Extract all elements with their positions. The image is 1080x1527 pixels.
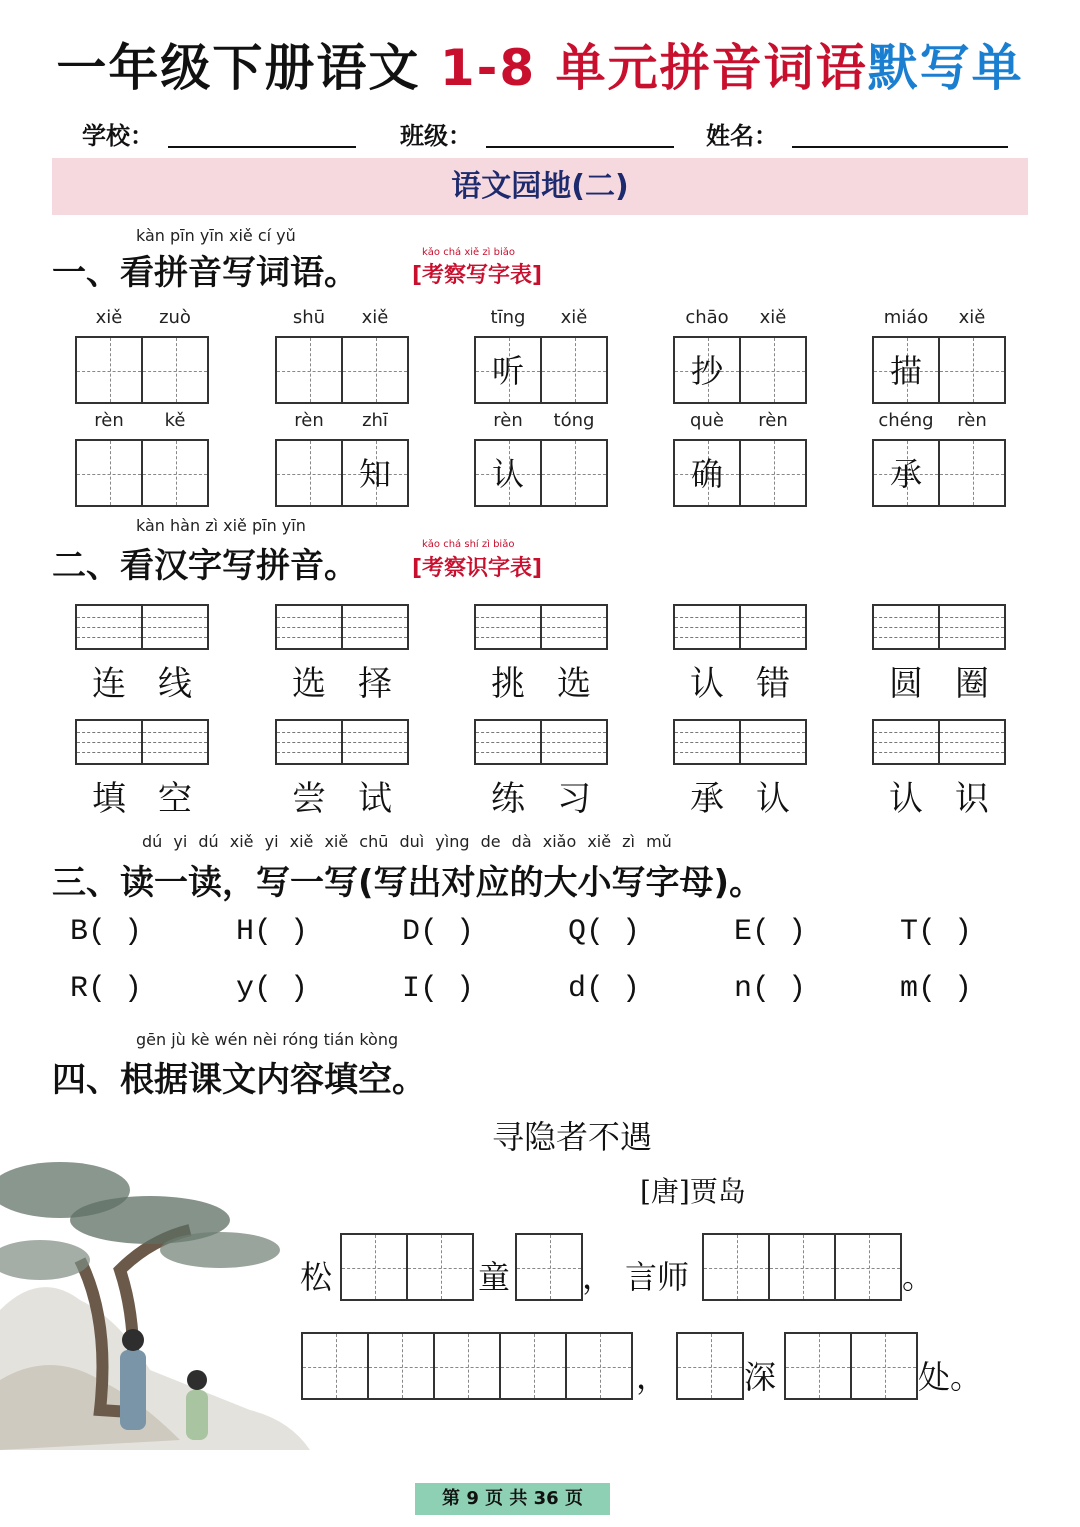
pinyin-guide-line [874, 637, 938, 638]
poem-blank-box[interactable] [702, 1233, 770, 1301]
grid-guide-horizontal [408, 1268, 472, 1269]
pinyin-label: xiě [361, 307, 389, 328]
pinyin-label: chéng [878, 410, 934, 431]
grid-guide-vertical [711, 1334, 712, 1398]
section4-title: 四、根据课文内容填空。 [52, 1060, 426, 1100]
hanzi-character: 圈 [955, 664, 989, 704]
given-character: 听 [491, 352, 524, 390]
name-label: 姓名： [706, 122, 778, 150]
pinyin-guide-line [143, 637, 207, 638]
grid-guide-vertical [575, 338, 576, 402]
pinyin-guide-line [77, 627, 141, 628]
grid-guide-vertical [774, 338, 775, 402]
pinyin-label: zuò [159, 307, 191, 328]
grid-guide-vertical [803, 1235, 804, 1299]
pinyin-writing-box[interactable] [739, 719, 807, 765]
grid-guide-vertical [973, 441, 974, 505]
grid-guide-vertical [575, 441, 576, 505]
poem-blank-box[interactable] [565, 1332, 633, 1400]
hanzi-character: 尝 [292, 779, 326, 819]
pinyin-guide-line [343, 627, 407, 628]
pinyin-guide-line [675, 732, 739, 733]
pinyin-writing-box[interactable] [739, 604, 807, 650]
grid-guide-horizontal [542, 474, 606, 475]
writing-box[interactable] [75, 336, 143, 404]
grid-guide-vertical [110, 338, 111, 402]
pinyin-label: xiě [560, 307, 588, 328]
poem-blank-box[interactable] [367, 1332, 435, 1400]
letter-blank[interactable]: d( ) [568, 972, 641, 1006]
poem-blank-box[interactable] [433, 1332, 501, 1400]
pinyin-label: chāo [685, 307, 729, 328]
grid-guide-horizontal [836, 1268, 900, 1269]
grid-guide-horizontal [741, 474, 805, 475]
hanzi-character: 错 [756, 664, 790, 704]
poem-title: 寻隐者不遇 [492, 1118, 653, 1156]
pinyin-guide-line [874, 732, 938, 733]
hanzi-character: 习 [557, 779, 591, 819]
hanzi-character: 选 [292, 664, 326, 704]
pinyin-guide-line [143, 627, 207, 628]
grid-guide-horizontal [567, 1367, 631, 1368]
pinyin-guide-line [542, 752, 606, 753]
writing-box[interactable] [938, 439, 1006, 507]
section1-tag-pinyin: kǎo chá xiě zì biǎo [422, 247, 515, 258]
poem-blank-box[interactable] [499, 1332, 567, 1400]
pinyin-guide-line [343, 732, 407, 733]
pinyin-writing-box[interactable] [938, 719, 1006, 765]
pinyin-writing-box[interactable] [341, 719, 409, 765]
pinyin-guide-line [874, 752, 938, 753]
poem-blank-box[interactable] [515, 1233, 583, 1301]
pinyin-guide-line [476, 627, 540, 628]
pinyin-label: tóng [553, 410, 595, 431]
writing-box[interactable] [938, 336, 1006, 404]
poem-text: 童 [478, 1258, 511, 1296]
pinyin-guide-line [675, 637, 739, 638]
pinyin-guide-line [77, 732, 141, 733]
writing-box[interactable] [341, 439, 409, 507]
hanzi-character: 填 [92, 779, 126, 819]
class-field[interactable] [486, 146, 674, 148]
grid-guide-horizontal [501, 1367, 565, 1368]
poem-blank-box[interactable] [340, 1233, 408, 1301]
page-number: 第 9 页 共 36 页 [415, 1483, 610, 1515]
pinyin-guide-line [343, 637, 407, 638]
grid-guide-horizontal [343, 371, 407, 372]
pinyin-guide-line [277, 637, 341, 638]
pinyin-guide-line [741, 752, 805, 753]
hanzi-character: 圆 [889, 664, 923, 704]
section1-tag: [考察写字表] [412, 263, 543, 288]
section2-tag: [考察识字表] [412, 556, 543, 581]
grid-guide-horizontal [678, 1367, 742, 1368]
pinyin-label: kě [164, 410, 186, 431]
hanzi-character: 练 [491, 779, 525, 819]
given-character: 确 [690, 455, 723, 493]
hanzi-character: 空 [158, 779, 192, 819]
letter-blank[interactable]: I( ) [402, 972, 475, 1006]
pinyin-label: rèn [493, 410, 523, 431]
pinyin-guide-line [143, 617, 207, 618]
section1-title: 一、看拼音写词语。 [52, 253, 358, 293]
writing-box[interactable] [673, 336, 741, 404]
section1-pinyin: kàn pīn yīn xiě cí yǔ [136, 226, 296, 245]
pinyin-writing-box[interactable] [673, 719, 741, 765]
grid-guide-horizontal [303, 1367, 367, 1368]
writing-box[interactable] [75, 439, 143, 507]
pinyin-label: rèn [758, 410, 788, 431]
pinyin-writing-box[interactable] [673, 604, 741, 650]
pinyin-guide-line [277, 617, 341, 618]
grid-guide-vertical [550, 1235, 551, 1299]
poem-blank-box[interactable] [676, 1332, 744, 1400]
pinyin-label: xiě [759, 307, 787, 328]
pinyin-guide-line [476, 617, 540, 618]
writing-box[interactable] [474, 439, 542, 507]
grid-guide-vertical [176, 441, 177, 505]
pinyin-writing-box[interactable] [141, 604, 209, 650]
hanzi-character: 线 [158, 664, 192, 704]
pinyin-guide-line [277, 752, 341, 753]
section-banner: 语文园地(二) [52, 158, 1028, 215]
pinyin-guide-line [675, 742, 739, 743]
pinyin-label: xiě [95, 307, 123, 328]
pinyin-guide-line [143, 752, 207, 753]
pinyin-guide-line [874, 742, 938, 743]
poem-blank-box[interactable] [406, 1233, 474, 1301]
pinyin-writing-box[interactable] [341, 604, 409, 650]
letter-blank[interactable]: m( ) [900, 972, 973, 1006]
grid-guide-vertical [402, 1334, 403, 1398]
grid-guide-horizontal [786, 1367, 850, 1368]
pinyin-guide-line [940, 732, 1004, 733]
pinyin-guide-line [874, 617, 938, 618]
pinyin-writing-box[interactable] [872, 719, 940, 765]
grid-guide-horizontal [77, 474, 141, 475]
grid-guide-vertical [310, 441, 311, 505]
section2-pinyin: kàn hàn zì xiě pīn yīn [136, 516, 306, 535]
pinyin-guide-line [542, 617, 606, 618]
pinyin-guide-line [77, 617, 141, 618]
poem-blank-box[interactable] [768, 1233, 836, 1301]
poem-text: 。 [902, 1258, 935, 1296]
grid-guide-vertical [176, 338, 177, 402]
letter-blank[interactable]: Q( ) [568, 915, 641, 949]
pinyin-guide-line [77, 742, 141, 743]
pinyin-guide-line [476, 742, 540, 743]
section2-title: 二、看汉字写拼音。 [52, 546, 358, 586]
title-part-black: 一年级下册语文 [56, 39, 421, 97]
grid-guide-horizontal [770, 1268, 834, 1269]
title-part-red: 1-8 单元拼音词语 [439, 39, 868, 97]
poem-text: 深 [744, 1358, 777, 1396]
pinyin-guide-line [741, 742, 805, 743]
grid-guide-vertical [336, 1334, 337, 1398]
poem-text: 言师 [625, 1258, 690, 1296]
grid-guide-horizontal [143, 371, 207, 372]
hanzi-character: 挑 [491, 664, 525, 704]
grid-guide-vertical [973, 338, 974, 402]
pinyin-writing-box[interactable] [540, 719, 608, 765]
poem-text: ， [582, 1258, 615, 1296]
pinyin-label: zhī [362, 410, 388, 431]
hanzi-character: 连 [92, 664, 126, 704]
letter-blank[interactable]: B( ) [70, 915, 143, 949]
pinyin-guide-line [940, 752, 1004, 753]
hanzi-character: 认 [690, 664, 724, 704]
pinyin-guide-line [277, 732, 341, 733]
pinyin-guide-line [542, 732, 606, 733]
school-field[interactable] [168, 146, 356, 148]
pinyin-label: miáo [883, 307, 929, 328]
grid-guide-vertical [468, 1334, 469, 1398]
poem-blank-box[interactable] [301, 1332, 369, 1400]
grid-guide-horizontal [741, 371, 805, 372]
grid-guide-vertical [441, 1235, 442, 1299]
pinyin-guide-line [940, 617, 1004, 618]
hanzi-character: 识 [955, 779, 989, 819]
grid-guide-horizontal [277, 474, 341, 475]
given-character: 描 [889, 352, 922, 390]
pinyin-guide-line [940, 627, 1004, 628]
grid-guide-vertical [110, 441, 111, 505]
grid-guide-horizontal [277, 371, 341, 372]
pinyin-guide-line [143, 742, 207, 743]
pinyin-writing-box[interactable] [938, 604, 1006, 650]
pinyin-label: xiě [958, 307, 986, 328]
grid-guide-horizontal [435, 1367, 499, 1368]
hanzi-character: 承 [690, 779, 724, 819]
title-part-blue-2: 单 [971, 39, 1024, 97]
pinyin-label: què [690, 410, 724, 431]
given-character: 认 [491, 455, 524, 493]
hanzi-character: 择 [358, 664, 392, 704]
pinyin-guide-line [741, 617, 805, 618]
pinyin-guide-line [675, 617, 739, 618]
grid-guide-horizontal [517, 1268, 581, 1269]
page-title [0, 28, 1080, 100]
pinyin-label: rèn [294, 410, 324, 431]
title-part-blue: 默写 [867, 39, 972, 97]
pinyin-guide-line [277, 627, 341, 628]
pinyin-guide-line [143, 732, 207, 733]
pinyin-guide-line [277, 742, 341, 743]
grid-guide-horizontal [77, 371, 141, 372]
pinyin-guide-line [343, 617, 407, 618]
pinyin-label: tīng [490, 307, 526, 328]
section3-title: 三、读一读，写一写(写出对应的大小写字母)。 [52, 863, 764, 903]
pinyin-guide-line [77, 637, 141, 638]
grid-guide-vertical [534, 1334, 535, 1398]
pinyin-guide-line [476, 637, 540, 638]
grid-guide-horizontal [542, 371, 606, 372]
writing-box[interactable] [275, 336, 343, 404]
grid-guide-vertical [310, 338, 311, 402]
pinyin-guide-line [741, 627, 805, 628]
pinyin-guide-line [741, 732, 805, 733]
writing-box[interactable] [474, 336, 542, 404]
grid-guide-vertical [819, 1334, 820, 1398]
pinyin-guide-line [476, 732, 540, 733]
pinyin-label: shū [292, 307, 326, 328]
pinyin-writing-box[interactable] [75, 719, 143, 765]
pinyin-label: rèn [94, 410, 124, 431]
class-label: 班级： [400, 122, 472, 150]
pinyin-guide-line [741, 637, 805, 638]
pinyin-writing-box[interactable] [75, 604, 143, 650]
hanzi-character: 认 [889, 779, 923, 819]
letter-blank[interactable]: y( ) [236, 972, 309, 1006]
grid-guide-horizontal [369, 1367, 433, 1368]
name-field[interactable] [792, 146, 1008, 148]
pinyin-guide-line [940, 742, 1004, 743]
pinyin-guide-line [874, 627, 938, 628]
grid-guide-vertical [600, 1334, 601, 1398]
letter-blank[interactable]: E( ) [734, 915, 807, 949]
pinyin-label: rèn [957, 410, 987, 431]
hanzi-character: 试 [358, 779, 392, 819]
section2-tag-pinyin: kǎo chá shí zì biǎo [422, 539, 515, 550]
pinyin-guide-line [940, 637, 1004, 638]
pinyin-guide-line [476, 752, 540, 753]
letter-blank[interactable]: R( ) [70, 972, 143, 1006]
poem-text: ， [636, 1358, 669, 1396]
grid-guide-horizontal [852, 1367, 916, 1368]
pine-tree-illustration [0, 1150, 320, 1450]
writing-box[interactable] [673, 439, 741, 507]
grid-guide-horizontal [342, 1268, 406, 1269]
hanzi-character: 选 [557, 664, 591, 704]
writing-box[interactable] [540, 336, 608, 404]
grid-guide-vertical [737, 1235, 738, 1299]
writing-box[interactable] [275, 439, 343, 507]
pinyin-guide-line [542, 627, 606, 628]
grid-guide-vertical [375, 1235, 376, 1299]
poem-blank-box[interactable] [850, 1332, 918, 1400]
writing-box[interactable] [872, 336, 940, 404]
section4-pinyin: gēn jù kè wén nèi róng tián kòng [136, 1030, 399, 1049]
letter-blank[interactable]: D( ) [402, 915, 475, 949]
school-label: 学校： [82, 122, 154, 150]
section3-pinyin: dú yi dú xiě yi xiě xiě chū duì yìng de dà xiǎo xiě zì mǔ [142, 832, 672, 851]
poem-text: 松 [300, 1258, 333, 1296]
given-character: 抄 [690, 352, 723, 390]
writing-box[interactable] [141, 439, 209, 507]
writing-box[interactable] [540, 439, 608, 507]
grid-guide-horizontal [143, 474, 207, 475]
pinyin-guide-line [675, 752, 739, 753]
grid-guide-vertical [885, 1334, 886, 1398]
grid-guide-vertical [869, 1235, 870, 1299]
poem-author: [唐]贾岛 [640, 1175, 746, 1208]
grid-guide-vertical [376, 338, 377, 402]
pinyin-writing-box[interactable] [275, 719, 343, 765]
letter-blank[interactable]: T( ) [900, 915, 973, 949]
given-character: 知 [358, 455, 391, 493]
pinyin-writing-box[interactable] [141, 719, 209, 765]
pinyin-writing-box[interactable] [474, 719, 542, 765]
poem-blank-box[interactable] [784, 1332, 852, 1400]
pinyin-guide-line [77, 752, 141, 753]
pinyin-guide-line [542, 742, 606, 743]
grid-guide-horizontal [940, 474, 1004, 475]
poem-blank-box[interactable] [834, 1233, 902, 1301]
grid-guide-vertical [774, 441, 775, 505]
pinyin-writing-box[interactable] [474, 604, 542, 650]
pinyin-writing-box[interactable] [540, 604, 608, 650]
pinyin-guide-line [542, 637, 606, 638]
grid-guide-horizontal [940, 371, 1004, 372]
pinyin-writing-box[interactable] [872, 604, 940, 650]
writing-box[interactable] [872, 439, 940, 507]
writing-box[interactable] [141, 336, 209, 404]
writing-box[interactable] [341, 336, 409, 404]
pinyin-writing-box[interactable] [275, 604, 343, 650]
writing-box[interactable] [739, 336, 807, 404]
letter-blank[interactable]: n( ) [734, 972, 807, 1006]
poem-text: 处。 [918, 1358, 983, 1396]
pinyin-guide-line [675, 627, 739, 628]
pinyin-guide-line [343, 752, 407, 753]
hanzi-character: 认 [756, 779, 790, 819]
grid-guide-horizontal [704, 1268, 768, 1269]
given-character: 承 [889, 455, 922, 493]
pinyin-guide-line [343, 742, 407, 743]
letter-blank[interactable]: H( ) [236, 915, 309, 949]
writing-box[interactable] [739, 439, 807, 507]
